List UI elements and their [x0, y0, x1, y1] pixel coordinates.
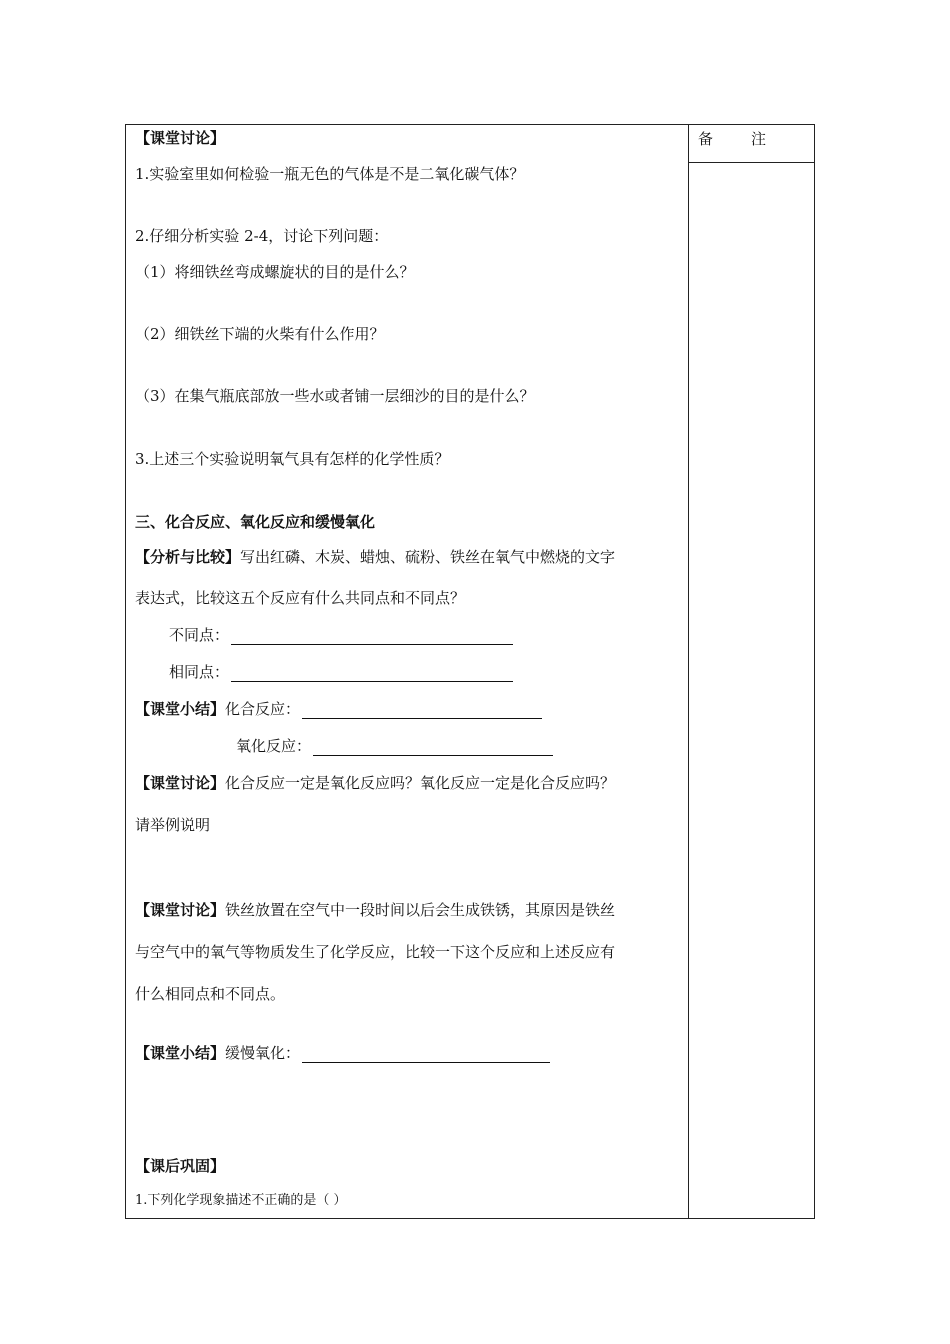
combination-reaction-label: 化合反应： [225, 700, 301, 718]
summary-combination-row [135, 699, 542, 719]
discussion-2-text-1: 化合反应一定是氧化反应吗？氧化反应一定是化合反应吗？ [225, 774, 616, 792]
combination-reaction-blank[interactable] [302, 702, 542, 719]
summary-label: 【课堂小结】 [135, 700, 226, 718]
analysis-line-1 [135, 547, 615, 567]
question-2-2: （2）细铁丝下端的火柴有什么作用？ [135, 325, 385, 343]
oxidation-reaction-label: 氧化反应： [236, 737, 312, 755]
notes-header-left: 备 [698, 130, 714, 148]
analysis-text-1: 写出红磷、木炭、蜡烛、硫粉、铁丝在氧气中燃烧的文字 [240, 548, 616, 566]
analysis-line-2: 表达式，比较这五个反应有什么共同点和不同点？ [135, 589, 466, 607]
oxidation-reaction-blank[interactable] [313, 739, 553, 756]
question-3: 3.上述三个实验说明氧气具有怎样的化学性质？ [135, 450, 450, 468]
notes-header-right: 注 [751, 130, 767, 148]
discussion-2-line-1 [135, 773, 615, 793]
question-1: 1.实验室里如何检验一瓶无色的气体是不是二氧化碳气体？ [135, 165, 525, 183]
summary-2-label: 【课堂小结】 [135, 1044, 226, 1062]
summary-2-row [135, 1043, 550, 1063]
notes-header-divider [688, 162, 815, 163]
discussion-3-line-3: 什么相同点和不同点。 [135, 985, 286, 1003]
notes-column-header [698, 128, 766, 149]
differences-blank[interactable] [231, 628, 513, 645]
slow-oxidation-blank[interactable] [302, 1046, 550, 1063]
slow-oxidation-label: 缓慢氧化： [225, 1044, 301, 1062]
section-title: 三、化合反应、氧化反应和缓慢氧化 [135, 513, 376, 531]
similarities-label: 相同点： [169, 663, 230, 681]
homework-question-1: 1.下列化学现象描述不正确的是（ ） [135, 1193, 347, 1208]
question-2-3: （3）在集气瓶底部放一些水或者铺一层细沙的目的是什么？ [135, 387, 535, 405]
discussion-3-line-1 [135, 900, 615, 920]
discussion-2-line-2: 请举例说明 [135, 816, 211, 834]
column-divider [688, 124, 689, 1219]
discussion-3-label: 【课堂讨论】 [135, 901, 226, 919]
homework-heading: 【课后巩固】 [135, 1157, 226, 1175]
question-2: 2.仔细分析实验 2-4，讨论下列问题： [135, 227, 389, 245]
question-2-1: （1）将细铁丝弯成螺旋状的目的是什么？ [135, 263, 415, 281]
differences-row [169, 625, 513, 645]
differences-label: 不同点： [169, 626, 230, 644]
analysis-label: 【分析与比较】 [135, 548, 241, 566]
discussion-3-text-1: 铁丝放置在空气中一段时间以后会生成铁锈，其原因是铁丝 [225, 901, 616, 919]
summary-oxidation-row [236, 736, 553, 756]
discussion-2-label: 【课堂讨论】 [135, 774, 226, 792]
similarities-row [169, 662, 513, 682]
discussion-3-line-2: 与空气中的氧气等物质发生了化学反应，比较一下这个反应和上述反应有 [135, 943, 616, 961]
similarities-blank[interactable] [231, 665, 513, 682]
discussion-heading: 【课堂讨论】 [135, 129, 226, 147]
